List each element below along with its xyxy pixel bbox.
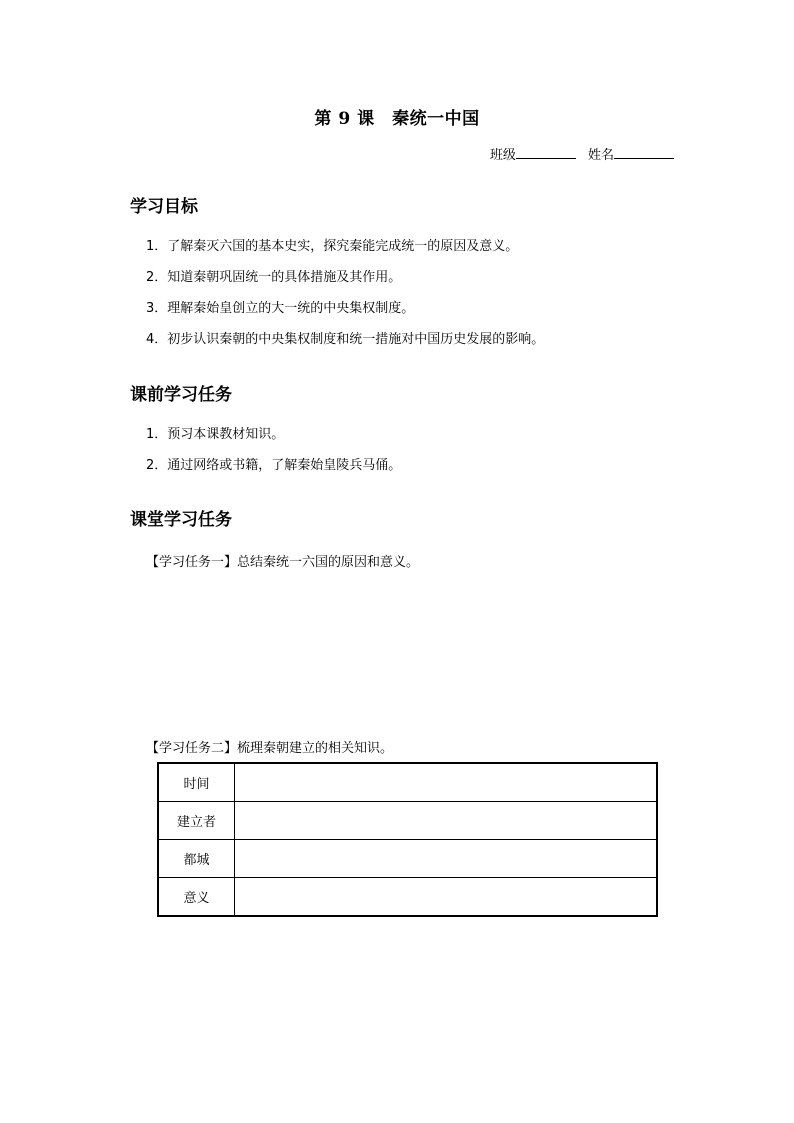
objective-item: 1．了解秦灭六国的基本史实，探究秦能完成统一的原因及意义。 — [146, 239, 519, 254]
task-one: 【学习任务一】总结秦统一六国的原因和意义。 — [146, 555, 420, 570]
preclass-list — [146, 426, 401, 488]
section-heading-inclass: 课堂学习任务 — [124, 505, 240, 532]
objectives-list — [146, 238, 544, 362]
table-row — [158, 878, 657, 917]
table-row — [158, 763, 657, 802]
section-heading-objectives: 学习目标 — [124, 192, 206, 219]
objective-item: 2．知道秦朝巩固统一的具体措施及其作用。 — [146, 270, 402, 285]
preclass-item: 2．通过网络或书籍，了解秦始皇陵兵马俑。 — [146, 458, 402, 473]
row-label: 都城 — [158, 840, 235, 878]
name-blank[interactable] — [614, 146, 674, 159]
answer-cell[interactable] — [235, 840, 658, 878]
objective-item: 3．理解秦始皇创立的大一统的中央集权制度。 — [146, 301, 415, 316]
preclass-item: 1．预习本课教材知识。 — [146, 427, 285, 442]
class-blank[interactable] — [516, 146, 576, 159]
answer-cell[interactable] — [235, 878, 658, 917]
student-info — [490, 144, 674, 163]
qin-dynasty-table — [157, 762, 658, 917]
answer-cell[interactable] — [235, 763, 658, 802]
objective-item: 4．初步认识秦朝的中央集权制度和统一措施对中国历史发展的影响。 — [146, 332, 545, 347]
section-heading-preclass: 课前学习任务 — [124, 380, 240, 407]
row-label: 建立者 — [158, 802, 235, 840]
name-label: 姓名 — [587, 148, 614, 163]
row-label: 意义 — [158, 878, 235, 917]
row-label: 时间 — [158, 763, 235, 802]
table-row — [158, 840, 657, 878]
task-two: 【学习任务二】梳理秦朝建立的相关知识。 — [146, 741, 394, 756]
page-title: 第 9 课 秦统一中国 — [314, 109, 480, 129]
answer-cell[interactable] — [235, 802, 658, 840]
table-row — [158, 802, 657, 840]
class-label: 班级 — [489, 148, 516, 163]
